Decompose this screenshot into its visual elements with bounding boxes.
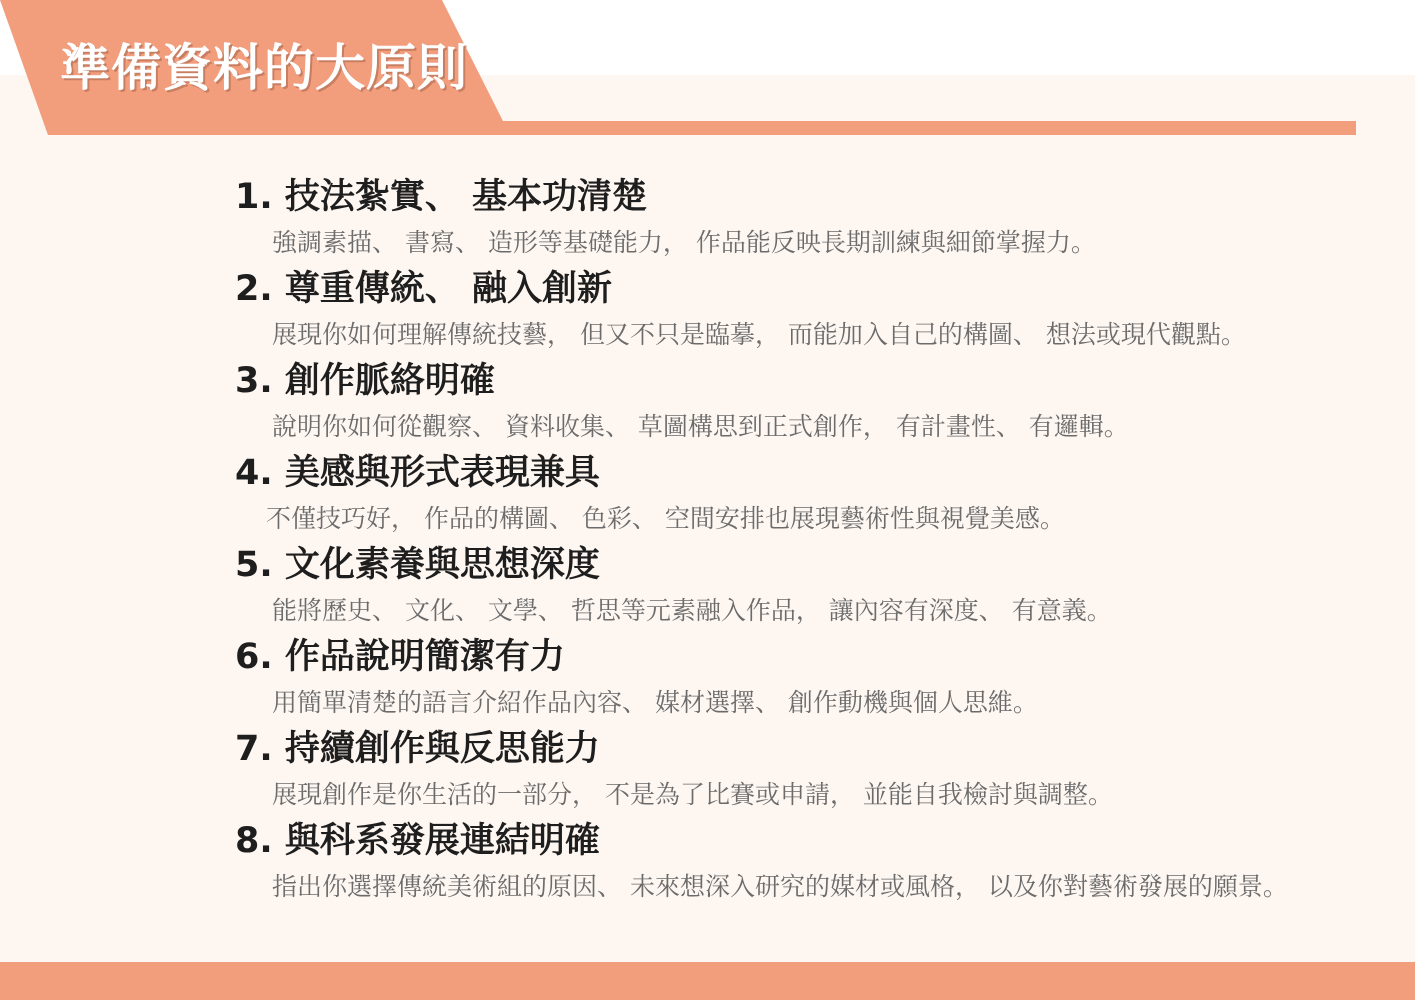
item-heading: 4. 美感與形式表現兼具 [235, 453, 600, 493]
item-description: 說明你如何從觀察、 資料收集、 草圖構思到正式創作， 有計畫性、 有邏輯。 [272, 412, 1129, 441]
list-item [235, 816, 1385, 908]
list-item [235, 356, 1385, 448]
item-heading: 1. 技法紮實、 基本功清楚 [235, 177, 648, 217]
list-item [235, 172, 1385, 264]
title-underline-bar [480, 121, 1356, 135]
item-description: 用簡單清楚的語言介紹作品內容、 媒材選擇、 創作動機與個人思維。 [272, 688, 1038, 717]
item-heading: 2. 尊重傳統、 融入創新 [235, 269, 613, 309]
list-item [235, 264, 1385, 356]
item-description: 展現你如何理解傳統技藝， 但又不只是臨摹， 而能加入自己的構圖、 想法或現代觀點。 [272, 320, 1246, 349]
list-item [235, 724, 1385, 816]
item-description: 不僅技巧好， 作品的構圖、 色彩、 空間安排也展現藝術性與視覺美感。 [266, 504, 1065, 533]
item-description: 展現創作是你生活的一部分， 不是為了比賽或申請， 並能自我檢討與調整。 [272, 780, 1113, 809]
list-item [235, 540, 1385, 632]
item-description: 指出你選擇傳統美術組的原因、 未來想深入研究的媒材或風格， 以及你對藝術發展的願景。 [272, 872, 1288, 901]
footer-bar [0, 962, 1415, 1000]
item-heading: 7. 持續創作與反思能力 [235, 729, 600, 769]
item-heading: 6. 作品說明簡潔有力 [235, 637, 565, 677]
item-heading: 3. 創作脈絡明確 [235, 361, 495, 401]
list-item [235, 632, 1385, 724]
item-heading: 5. 文化素養與思想深度 [235, 545, 600, 585]
list-item [235, 448, 1385, 540]
item-description: 強調素描、 書寫、 造形等基礎能力， 作品能反映長期訓練與細節掌握力。 [272, 228, 1096, 257]
item-heading: 8. 與科系發展連結明確 [235, 821, 600, 861]
page-title: 準備資料的大原則 [60, 39, 468, 97]
principles-list [235, 172, 1385, 908]
item-description: 能將歷史、 文化、 文學、 哲思等元素融入作品， 讓內容有深度、 有意義。 [272, 596, 1112, 625]
